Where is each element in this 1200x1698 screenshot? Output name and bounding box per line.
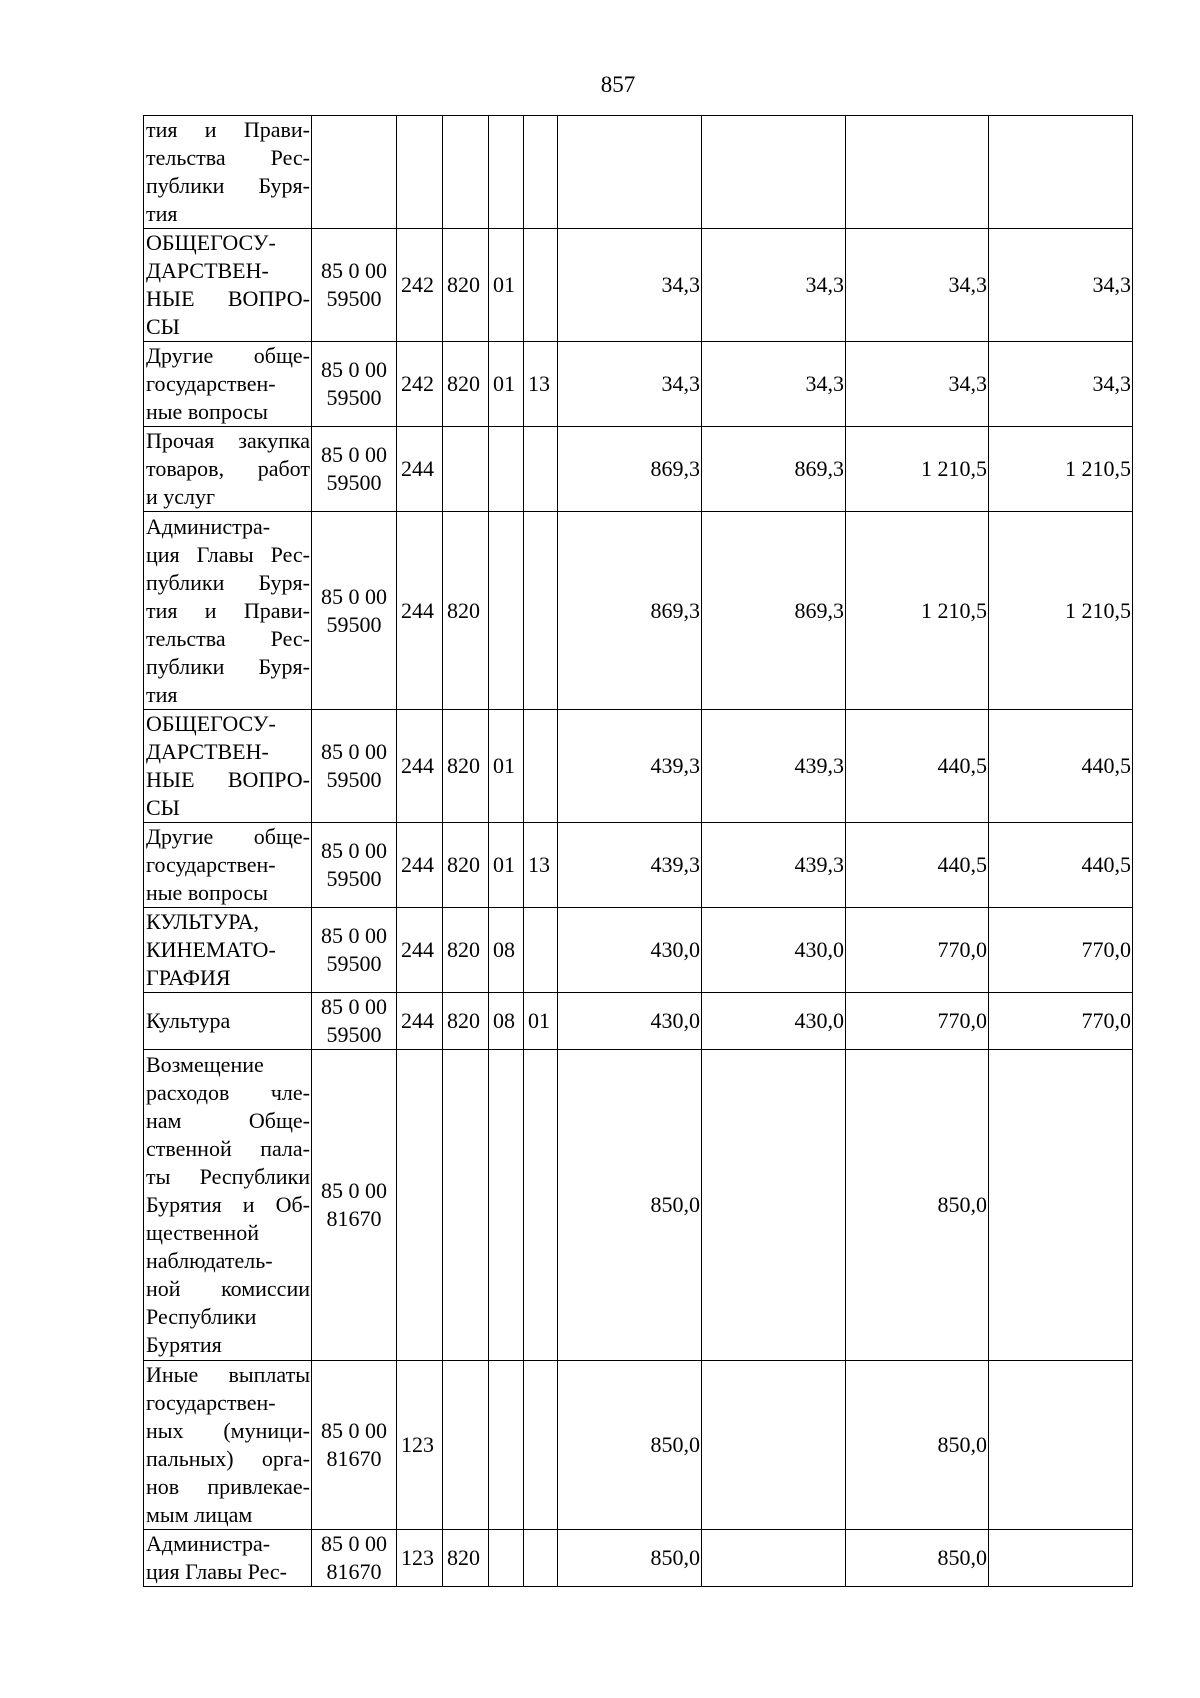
department-cell — [443, 1361, 489, 1530]
expense-name-line: КИНЕМАТО- — [146, 937, 276, 962]
subsection-cell: 13 — [524, 342, 558, 427]
target-article-cell — [312, 116, 397, 229]
section-cell — [489, 1530, 524, 1587]
expense-name-line: и услуг — [146, 484, 216, 509]
amount-cell-3: 1 210,5 — [846, 512, 989, 710]
subsection-cell — [524, 427, 558, 512]
section-cell: 01 — [489, 710, 524, 823]
target-article-line: 85 0 00 — [321, 923, 387, 948]
amount-cell-3: 850,0 — [846, 1530, 989, 1587]
target-article-cell — [312, 229, 397, 342]
target-article-line: 85 0 00 — [321, 357, 387, 382]
expense-type-cell: 123 — [397, 1530, 443, 1587]
section-cell — [489, 116, 524, 229]
subsection-cell — [524, 512, 558, 710]
expense-name-line: Прочая закупка — [146, 428, 310, 453]
expense-name-line: Возмещение — [146, 1052, 264, 1077]
subsection-cell — [524, 908, 558, 993]
table-row — [144, 229, 1133, 342]
amount-cell-3: 34,3 — [846, 342, 989, 427]
department-cell: 820 — [443, 342, 489, 427]
expense-name-cell — [144, 512, 312, 710]
amount-cell-2: 439,3 — [702, 710, 846, 823]
department-cell: 820 — [443, 908, 489, 993]
amount-cell-2: 430,0 — [702, 993, 846, 1050]
expense-name-line: нам Обще- — [146, 1108, 310, 1133]
subsection-cell — [524, 1050, 558, 1361]
amount-cell-1: 850,0 — [558, 1050, 702, 1361]
subsection-cell — [524, 710, 558, 823]
expense-name-line: наблюдатель- — [146, 1248, 273, 1273]
expense-type-cell: 244 — [397, 427, 443, 512]
expense-name-cell — [144, 1050, 312, 1361]
expense-name-line: СЫ — [146, 314, 180, 339]
target-article-cell — [312, 1361, 397, 1530]
amount-cell-3 — [846, 116, 989, 229]
expense-type-cell: 123 — [397, 1361, 443, 1530]
budget-table — [143, 115, 1133, 1587]
expense-name-cell — [144, 1361, 312, 1530]
expense-type-cell: 242 — [397, 342, 443, 427]
target-article-line: 59500 — [326, 951, 382, 976]
amount-cell-3: 34,3 — [846, 229, 989, 342]
target-article-cell — [312, 710, 397, 823]
target-article-line: 59500 — [326, 470, 382, 495]
expense-name-line: ОБЩЕГОСУ- — [146, 230, 276, 255]
subsection-cell — [524, 1530, 558, 1587]
section-cell: 01 — [489, 229, 524, 342]
expense-name-line: СЫ — [146, 795, 180, 820]
amount-cell-3: 1 210,5 — [846, 427, 989, 512]
amount-cell-2 — [702, 1361, 846, 1530]
amount-cell-1: 430,0 — [558, 908, 702, 993]
expense-name-line: государствен- — [146, 371, 276, 396]
subsection-cell — [524, 116, 558, 229]
expense-name-line: Иные выплаты — [146, 1362, 310, 1387]
target-article-cell — [312, 823, 397, 908]
expense-name-line: публики Буря- — [146, 173, 310, 198]
amount-cell-1: 34,3 — [558, 342, 702, 427]
amount-cell-3: 440,5 — [846, 823, 989, 908]
target-article-cell — [312, 1530, 397, 1587]
section-cell — [489, 1050, 524, 1361]
table-row — [144, 1530, 1133, 1587]
target-article-cell — [312, 427, 397, 512]
expense-name-line: ОБЩЕГОСУ- — [146, 711, 276, 736]
expense-name-line: ных (муници- — [146, 1418, 310, 1443]
expense-type-cell: 244 — [397, 512, 443, 710]
expense-name-cell — [144, 229, 312, 342]
expense-type-cell: 242 — [397, 229, 443, 342]
target-article-cell — [312, 1050, 397, 1361]
expense-name-line: КУЛЬТУРА, — [146, 909, 260, 934]
page-number: 857 — [600, 72, 636, 97]
expense-name-line: ной комиссии — [146, 1276, 310, 1301]
amount-cell-4: 1 210,5 — [989, 512, 1133, 710]
expense-type-cell: 244 — [397, 823, 443, 908]
expense-name-line: тия — [146, 201, 178, 226]
target-article-line: 81670 — [326, 1446, 382, 1471]
table-row — [144, 342, 1133, 427]
department-cell — [443, 116, 489, 229]
expense-name-line: ственной пала- — [146, 1136, 310, 1161]
amount-cell-1: 850,0 — [558, 1530, 702, 1587]
section-cell: 08 — [489, 993, 524, 1050]
section-cell — [489, 512, 524, 710]
table-row — [144, 512, 1133, 710]
amount-cell-4: 34,3 — [989, 229, 1133, 342]
section-cell: 01 — [489, 823, 524, 908]
department-cell: 820 — [443, 823, 489, 908]
amount-cell-3: 770,0 — [846, 908, 989, 993]
target-article-cell — [312, 993, 397, 1050]
expense-type-cell: 244 — [397, 710, 443, 823]
target-article-line: 81670 — [326, 1206, 382, 1231]
amount-cell-4 — [989, 1530, 1133, 1587]
section-cell — [489, 427, 524, 512]
target-article-line: 85 0 00 — [321, 1531, 387, 1556]
expense-name-line: государствен- — [146, 852, 276, 877]
amount-cell-2: 430,0 — [702, 908, 846, 993]
expense-name-line: тельства Рес- — [146, 145, 310, 170]
amount-cell-3: 770,0 — [846, 993, 989, 1050]
amount-cell-4: 440,5 — [989, 710, 1133, 823]
expense-name-cell — [144, 993, 312, 1050]
expense-name-line: ция Главы Рес- — [146, 1559, 287, 1584]
amount-cell-3: 440,5 — [846, 710, 989, 823]
expense-name-line: Администра- — [146, 513, 271, 539]
expense-name-cell — [144, 116, 312, 229]
section-cell — [489, 1361, 524, 1530]
expense-name-cell — [144, 342, 312, 427]
amount-cell-4: 34,3 — [989, 342, 1133, 427]
expense-name-line: ДАРСТВЕН- — [146, 739, 269, 764]
expense-name-line: государствен- — [146, 1390, 276, 1415]
subsection-cell: 13 — [524, 823, 558, 908]
target-article-line: 59500 — [326, 286, 382, 311]
table-row — [144, 116, 1133, 229]
amount-cell-2 — [702, 1530, 846, 1587]
expense-name-line: ция Главы Рес- — [146, 541, 310, 567]
target-article-line: 59500 — [326, 767, 382, 792]
section-cell: 01 — [489, 342, 524, 427]
department-cell: 820 — [443, 710, 489, 823]
expense-name-cell — [144, 710, 312, 823]
table-row — [144, 1050, 1133, 1361]
target-article-line: 59500 — [326, 866, 382, 891]
amount-cell-4 — [989, 116, 1133, 229]
amount-cell-4: 440,5 — [989, 823, 1133, 908]
amount-cell-1: 439,3 — [558, 823, 702, 908]
target-article-line: 85 0 00 — [321, 739, 387, 764]
section-cell: 08 — [489, 908, 524, 993]
target-article-line: 59500 — [326, 1022, 382, 1047]
expense-name-line: ные вопросы — [146, 399, 268, 424]
expense-name-line: Культура — [146, 1008, 231, 1033]
amount-cell-4: 770,0 — [989, 908, 1133, 993]
expense-name-line: НЫЕ ВОПРО- — [146, 767, 310, 792]
expense-type-cell: 244 — [397, 993, 443, 1050]
expense-name-line: ДАРСТВЕН- — [146, 258, 269, 283]
amount-cell-4: 1 210,5 — [989, 427, 1133, 512]
department-cell: 820 — [443, 993, 489, 1050]
amount-cell-2: 869,3 — [702, 512, 846, 710]
expense-name-line: Бурятия — [146, 1332, 222, 1357]
expense-name-line: ные вопросы — [146, 880, 268, 905]
amount-cell-2: 869,3 — [702, 427, 846, 512]
expense-name-cell — [144, 908, 312, 993]
expense-name-line: Администра- — [146, 1531, 271, 1556]
target-article-line: 59500 — [326, 385, 382, 410]
expense-name-line: тельства Рес- — [146, 625, 310, 651]
department-cell: 820 — [443, 512, 489, 710]
target-article-line: 85 0 00 — [321, 1178, 387, 1203]
expense-name-line: Республики — [146, 1304, 257, 1329]
amount-cell-3: 850,0 — [846, 1050, 989, 1361]
target-article-line: 85 0 00 — [321, 442, 387, 467]
amount-cell-2 — [702, 1050, 846, 1361]
target-article-line: 85 0 00 — [321, 258, 387, 283]
target-article-line: 85 0 00 — [321, 583, 387, 609]
expense-type-cell — [397, 1050, 443, 1361]
expense-name-line: Другие обще- — [146, 343, 310, 368]
expense-type-cell — [397, 116, 443, 229]
subsection-cell: 01 — [524, 993, 558, 1050]
target-article-cell — [312, 512, 397, 710]
amount-cell-1: 869,3 — [558, 427, 702, 512]
table-row — [144, 1361, 1133, 1530]
expense-name-line: щественной — [146, 1220, 259, 1245]
amount-cell-1: 34,3 — [558, 229, 702, 342]
subsection-cell — [524, 229, 558, 342]
expense-name-line: товаров, работ — [146, 456, 310, 481]
department-cell — [443, 1050, 489, 1361]
target-article-line: 85 0 00 — [321, 838, 387, 863]
expense-name-line: публики Буря- — [146, 653, 310, 679]
table-row — [144, 908, 1133, 993]
amount-cell-2: 439,3 — [702, 823, 846, 908]
amount-cell-4: 770,0 — [989, 993, 1133, 1050]
amount-cell-1: 869,3 — [558, 512, 702, 710]
target-article-line: 59500 — [326, 611, 382, 637]
expense-name-line: мым лицам — [146, 1502, 253, 1527]
table-row — [144, 993, 1133, 1050]
expense-name-cell — [144, 1530, 312, 1587]
department-cell — [443, 427, 489, 512]
amount-cell-4 — [989, 1361, 1133, 1530]
expense-name-line: пальных) орга- — [146, 1446, 310, 1471]
amount-cell-2 — [702, 116, 846, 229]
amount-cell-2: 34,3 — [702, 342, 846, 427]
expense-name-line: нов привлекае- — [146, 1474, 310, 1499]
table-row — [144, 823, 1133, 908]
department-cell: 820 — [443, 1530, 489, 1587]
expense-name-line: тия и Прави- — [146, 117, 310, 142]
expense-name-line: расходов чле- — [146, 1080, 310, 1105]
expense-name-line: ты Республики — [146, 1164, 310, 1189]
amount-cell-1: 439,3 — [558, 710, 702, 823]
target-article-cell — [312, 342, 397, 427]
expense-name-line: публики Буря- — [146, 569, 310, 595]
table-body — [144, 116, 1133, 1587]
amount-cell-2: 34,3 — [702, 229, 846, 342]
expense-name-line: ГРАФИЯ — [146, 965, 231, 990]
expense-name-cell — [144, 427, 312, 512]
expense-name-line: Другие обще- — [146, 824, 310, 849]
target-article-line: 85 0 00 — [321, 994, 387, 1019]
expense-name-line: НЫЕ ВОПРО- — [146, 286, 310, 311]
amount-cell-1: 430,0 — [558, 993, 702, 1050]
amount-cell-4 — [989, 1050, 1133, 1361]
expense-name-cell — [144, 823, 312, 908]
department-cell: 820 — [443, 229, 489, 342]
expense-name-line: тия — [146, 681, 178, 707]
expense-name-line: Бурятия и Об- — [146, 1192, 310, 1217]
table-row — [144, 710, 1133, 823]
subsection-cell — [524, 1361, 558, 1530]
expense-type-cell: 244 — [397, 908, 443, 993]
amount-cell-1: 850,0 — [558, 1361, 702, 1530]
amount-cell-1 — [558, 116, 702, 229]
target-article-line: 85 0 00 — [321, 1418, 387, 1443]
expense-name-line: тия и Прави- — [146, 597, 310, 623]
target-article-cell — [312, 908, 397, 993]
table-row — [144, 427, 1133, 512]
amount-cell-3: 850,0 — [846, 1361, 989, 1530]
target-article-line: 81670 — [326, 1559, 382, 1584]
